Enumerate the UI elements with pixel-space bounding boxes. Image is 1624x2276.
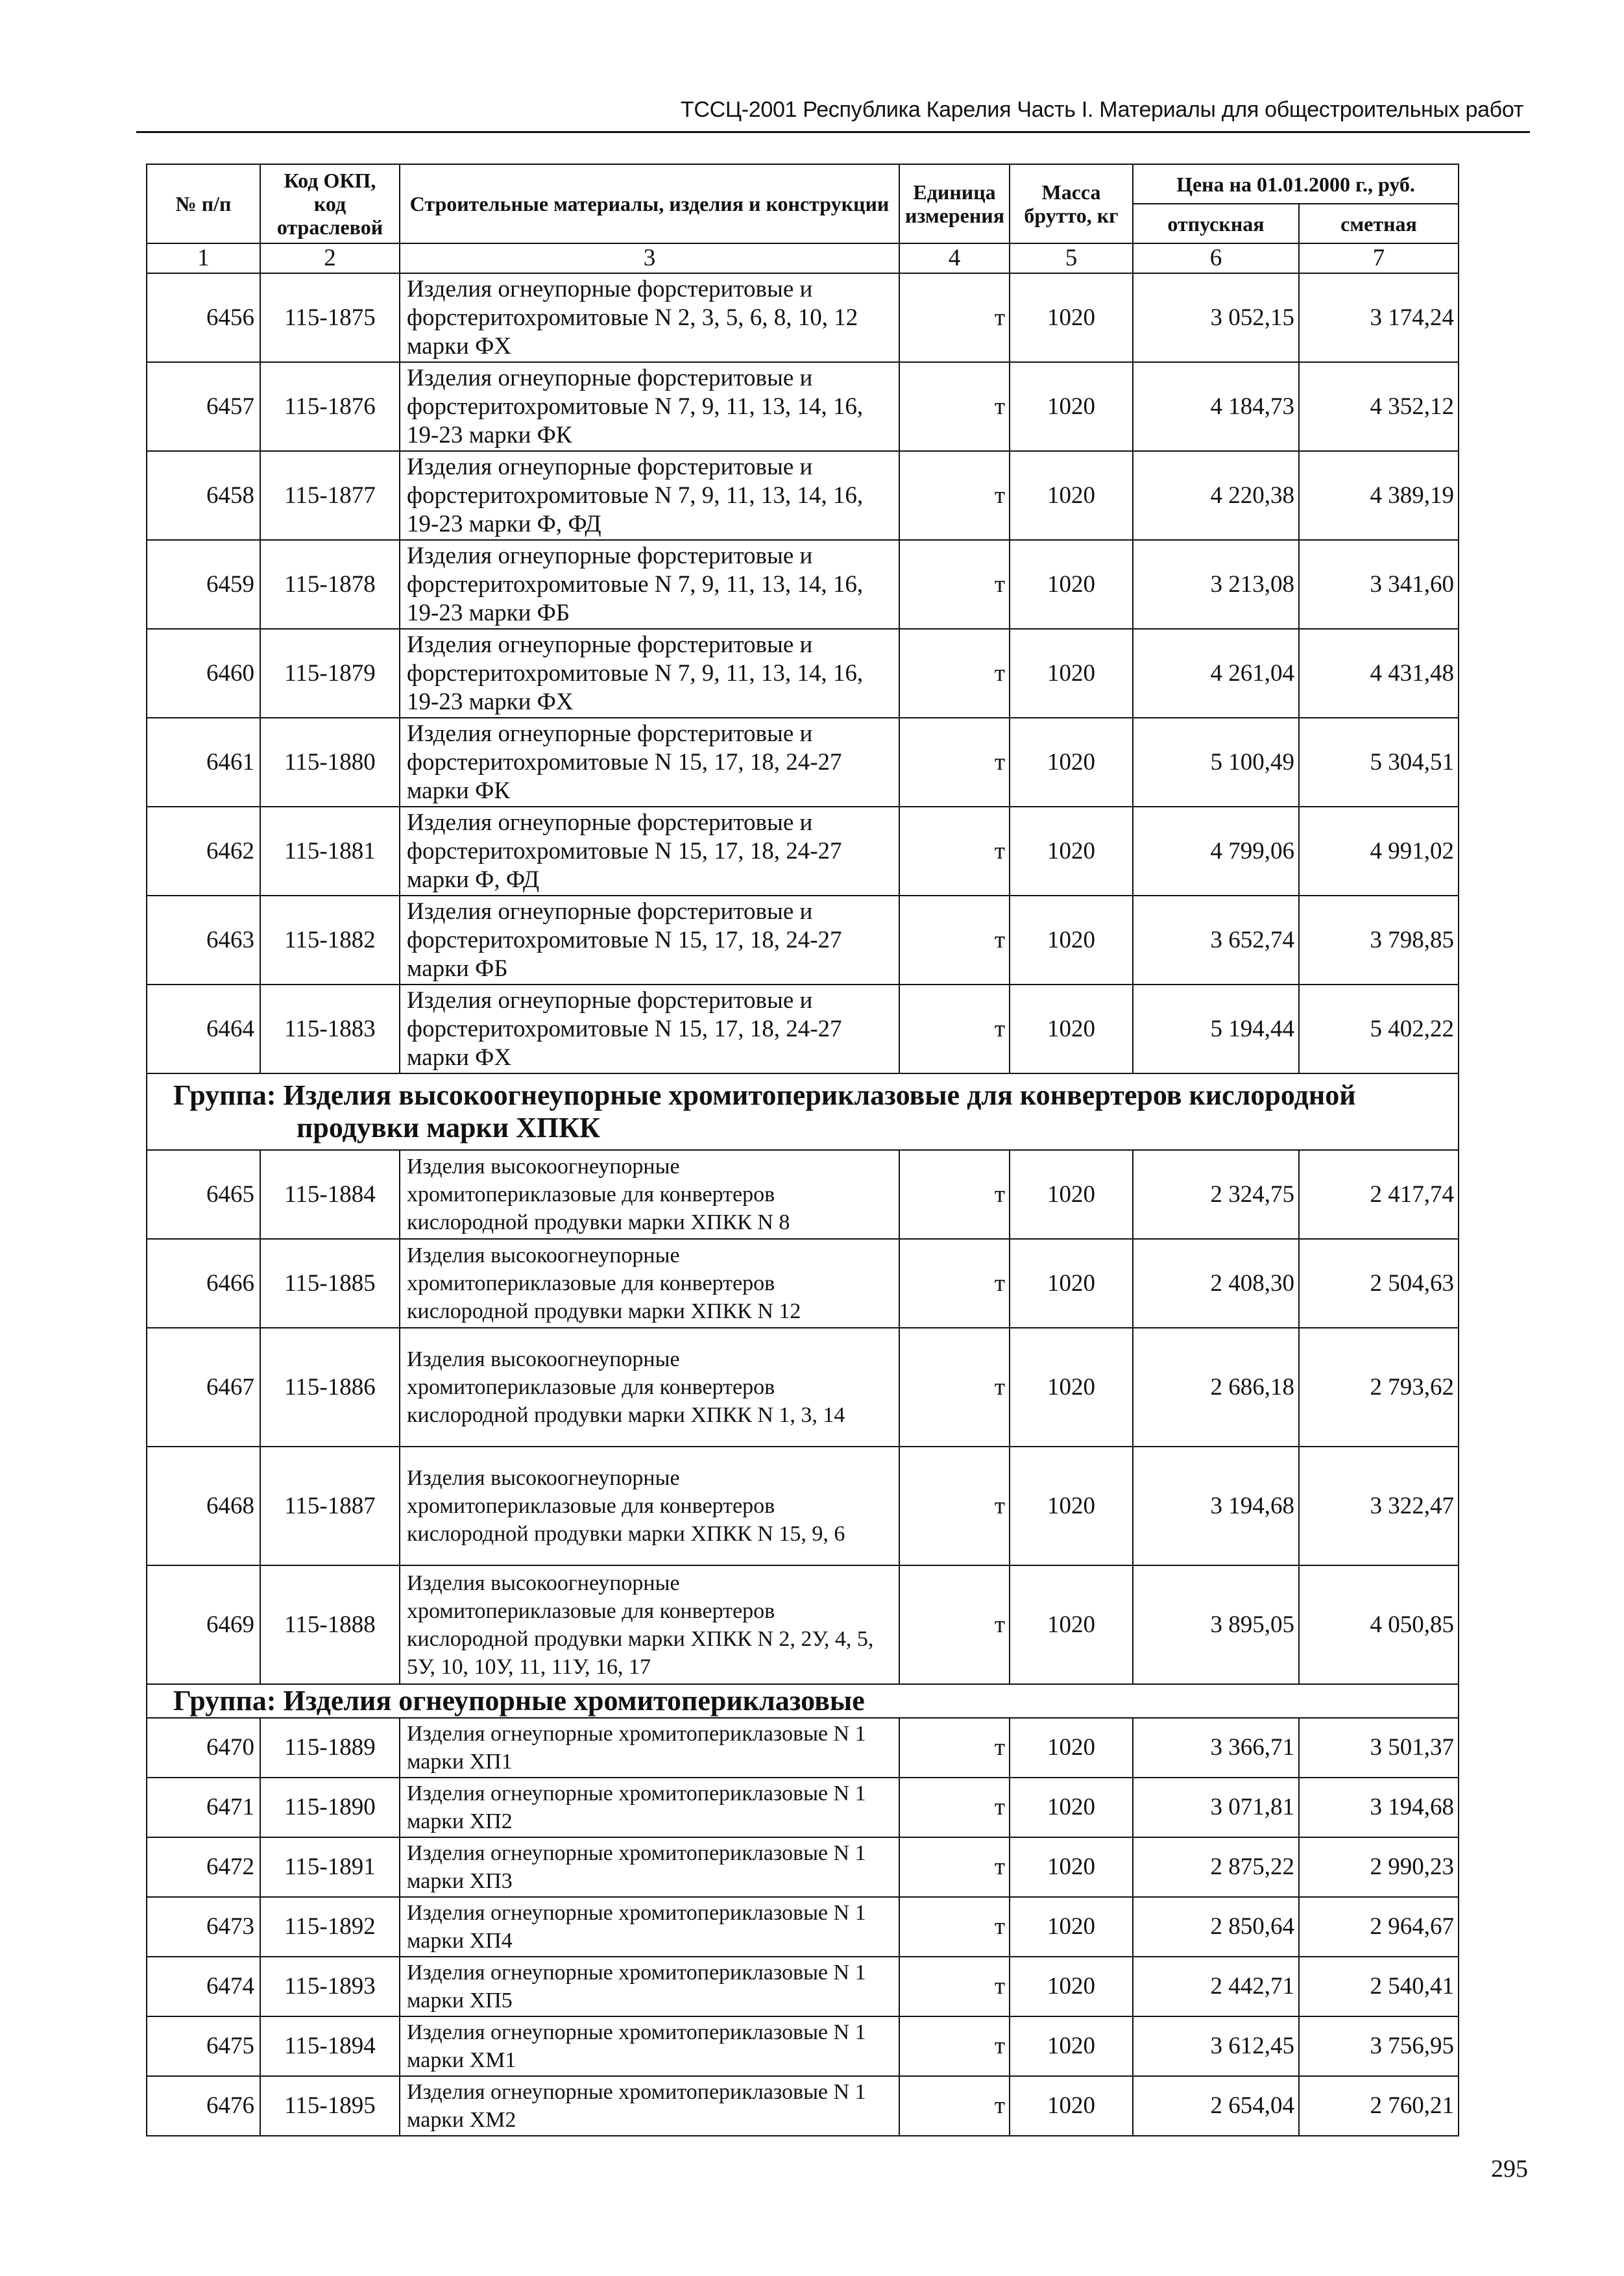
row-name: Изделия огнеупорные хромитопериклазовые N 1 марки ХМ1 [400, 2016, 899, 2076]
table-row [147, 540, 1459, 629]
row-name: Изделия огнеупорные форстеритовые и форстеритохромитовые N 15, 17, 18, 24-27 марки ФК [400, 718, 899, 807]
row-price-release: 2 324,75 [1133, 1150, 1299, 1239]
row-price-estimate: 3 194,68 [1299, 1778, 1459, 1837]
col-header-mass: Масса брутто, кг [1010, 164, 1133, 243]
row-number: 6473 [147, 1897, 260, 1957]
row-name: Изделия огнеупорные форстеритовые и форстеритохромитовые N 2, 3, 5, 6, 8, 10, 12 марки ФХ [400, 273, 899, 362]
row-name: Изделия высокоогнеупорные хромитопериклазовые для конвертеров кислородной продувки марки ХПКК N 15, 9, 6 [400, 1447, 899, 1565]
price-table [146, 164, 1459, 2136]
row-code: 115-1888 [260, 1565, 400, 1684]
row-name: Изделия огнеупорные хромитопериклазовые N 1 марки ХП2 [400, 1778, 899, 1837]
row-price-estimate: 3 501,37 [1299, 1718, 1459, 1778]
row-price-release: 3 213,08 [1133, 540, 1299, 629]
table-row [147, 896, 1459, 985]
row-number: 6475 [147, 2016, 260, 2076]
row-price-estimate: 3 322,47 [1299, 1447, 1459, 1565]
row-number: 6476 [147, 2076, 260, 2136]
row-mass: 1020 [1010, 1778, 1133, 1837]
row-price-release: 3 071,81 [1133, 1778, 1299, 1837]
row-price-estimate: 4 352,12 [1299, 362, 1459, 451]
row-name: Изделия огнеупорные форстеритовые и форстеритохромитовые N 15, 17, 18, 24-27 марки ФБ [400, 896, 899, 985]
row-price-estimate: 2 540,41 [1299, 1957, 1459, 2016]
row-mass: 1020 [1010, 896, 1133, 985]
table-row [147, 1837, 1459, 1897]
row-code: 115-1890 [260, 1778, 400, 1837]
row-price-release: 3 612,45 [1133, 2016, 1299, 2076]
group-row [147, 1684, 1459, 1718]
row-unit: т [899, 2016, 1010, 2076]
row-price-estimate: 2 964,67 [1299, 1897, 1459, 1957]
col-header-unit: Единица измерения [899, 164, 1010, 243]
row-price-release: 5 194,44 [1133, 985, 1299, 1073]
row-unit: т [899, 1778, 1010, 1837]
row-unit: т [899, 896, 1010, 985]
row-price-estimate: 2 760,21 [1299, 2076, 1459, 2136]
row-number: 6460 [147, 629, 260, 718]
row-name: Изделия огнеупорные форстеритовые и форстеритохромитовые N 7, 9, 11, 13, 14, 16, 19-23 марки ФК [400, 362, 899, 451]
row-mass: 1020 [1010, 1897, 1133, 1957]
row-price-release: 3 366,71 [1133, 1718, 1299, 1778]
table-row [147, 1447, 1459, 1565]
row-price-release: 5 100,49 [1133, 718, 1299, 807]
row-number: 6461 [147, 718, 260, 807]
row-price-estimate: 2 990,23 [1299, 1837, 1459, 1897]
row-code: 115-1877 [260, 451, 400, 540]
row-mass: 1020 [1010, 718, 1133, 807]
row-price-release: 2 654,04 [1133, 2076, 1299, 2136]
row-price-release: 3 052,15 [1133, 273, 1299, 362]
row-number: 6457 [147, 362, 260, 451]
row-mass: 1020 [1010, 1565, 1133, 1684]
row-mass: 1020 [1010, 540, 1133, 629]
row-mass: 1020 [1010, 1239, 1133, 1328]
column-number: 5 [1010, 243, 1133, 273]
row-code: 115-1891 [260, 1837, 400, 1897]
row-price-release: 3 895,05 [1133, 1565, 1299, 1684]
row-price-estimate: 2 417,74 [1299, 1150, 1459, 1239]
group-title [147, 1684, 1459, 1718]
table-row [147, 985, 1459, 1073]
row-code: 115-1894 [260, 2016, 400, 2076]
row-code: 115-1876 [260, 362, 400, 451]
row-price-release: 3 194,68 [1133, 1447, 1299, 1565]
row-name: Изделия огнеупорные хромитопериклазовые N 1 марки ХП4 [400, 1897, 899, 1957]
table-row [147, 629, 1459, 718]
row-code: 115-1887 [260, 1447, 400, 1565]
row-code: 115-1881 [260, 807, 400, 896]
column-number: 2 [260, 243, 400, 273]
row-name: Изделия огнеупорные хромитопериклазовые N 1 марки ХП3 [400, 1837, 899, 1897]
row-price-estimate: 5 402,22 [1299, 985, 1459, 1073]
group-title-line: Группа: Изделия огнеупорные хромитопериклазовые [173, 1685, 865, 1717]
col-header-price-estimate: сметная [1299, 204, 1459, 243]
row-price-estimate: 4 431,48 [1299, 629, 1459, 718]
row-code: 115-1880 [260, 718, 400, 807]
table-row [147, 1328, 1459, 1447]
table-row [147, 1239, 1459, 1328]
row-unit: т [899, 629, 1010, 718]
page-number: 295 [1491, 2155, 1528, 2183]
row-number: 6468 [147, 1447, 260, 1565]
row-price-release: 4 184,73 [1133, 362, 1299, 451]
row-name: Изделия огнеупорные форстеритовые и форстеритохромитовые N 15, 17, 18, 24-27 марки Ф, ФД [400, 807, 899, 896]
table-row [147, 1565, 1459, 1684]
row-unit: т [899, 1328, 1010, 1447]
row-mass: 1020 [1010, 1328, 1133, 1447]
row-name: Изделия огнеупорные форстеритовые и форстеритохромитовые N 15, 17, 18, 24-27 марки ФХ [400, 985, 899, 1073]
row-price-estimate: 4 991,02 [1299, 807, 1459, 896]
row-code: 115-1893 [260, 1957, 400, 2016]
row-price-estimate: 2 793,62 [1299, 1328, 1459, 1447]
col-header-price-release: отпускная [1133, 204, 1299, 243]
col-header-number: № п/п [147, 164, 260, 243]
row-name: Изделия огнеупорные форстеритовые и форстеритохромитовые N 7, 9, 11, 13, 14, 16, 19-23 марки ФБ [400, 540, 899, 629]
row-price-estimate: 5 304,51 [1299, 718, 1459, 807]
row-mass: 1020 [1010, 1718, 1133, 1778]
row-mass: 1020 [1010, 807, 1133, 896]
row-unit: т [899, 362, 1010, 451]
row-unit: т [899, 1718, 1010, 1778]
row-price-release: 2 850,64 [1133, 1897, 1299, 1957]
running-header: ТССЦ-2001 Республика Карелия Часть I. Материалы для общестроительных работ [680, 97, 1523, 122]
table-row [147, 807, 1459, 896]
row-name: Изделия высокоогнеупорные хромитопериклазовые для конвертеров кислородной продувки марки ХПКК N 8 [400, 1150, 899, 1239]
row-price-estimate: 2 504,63 [1299, 1239, 1459, 1328]
row-mass: 1020 [1010, 451, 1133, 540]
row-code: 115-1875 [260, 273, 400, 362]
row-code: 115-1884 [260, 1150, 400, 1239]
row-name: Изделия высокоогнеупорные хромитопериклазовые для конвертеров кислородной продувки марки ХПКК N 2, 2У, 4, 5, 5У, 10, 10У, 11, 11У, 16, 17 [400, 1565, 899, 1684]
row-code: 115-1895 [260, 2076, 400, 2136]
row-unit: т [899, 2076, 1010, 2136]
row-unit: т [899, 273, 1010, 362]
row-price-release: 2 442,71 [1133, 1957, 1299, 2016]
row-name: Изделия огнеупорные хромитопериклазовые N 1 марки ХМ2 [400, 2076, 899, 2136]
row-mass: 1020 [1010, 1447, 1133, 1565]
row-number: 6466 [147, 1239, 260, 1328]
row-unit: т [899, 540, 1010, 629]
row-price-release: 3 652,74 [1133, 896, 1299, 985]
table-row [147, 1718, 1459, 1778]
group-title-line: продувки марки ХПКК [297, 1112, 600, 1144]
column-number: 4 [899, 243, 1010, 273]
row-number: 6471 [147, 1778, 260, 1837]
table-row [147, 1897, 1459, 1957]
col-header-name: Строительные материалы, изделия и конструкции [400, 164, 899, 243]
row-name: Изделия высокоогнеупорные хромитопериклазовые для конвертеров кислородной продувки марки ХПКК N 12 [400, 1239, 899, 1328]
row-code: 115-1879 [260, 629, 400, 718]
column-number: 3 [400, 243, 899, 273]
row-unit: т [899, 1565, 1010, 1684]
header-rule [136, 131, 1530, 133]
row-number: 6469 [147, 1565, 260, 1684]
row-mass: 1020 [1010, 629, 1133, 718]
row-price-estimate: 3 341,60 [1299, 540, 1459, 629]
row-code: 115-1882 [260, 896, 400, 985]
row-name: Изделия огнеупорные хромитопериклазовые N 1 марки ХП1 [400, 1718, 899, 1778]
row-unit: т [899, 718, 1010, 807]
row-mass: 1020 [1010, 2076, 1133, 2136]
table-row [147, 273, 1459, 362]
row-price-estimate: 4 050,85 [1299, 1565, 1459, 1684]
col-header-price-group: Цена на 01.01.2000 г., руб. [1133, 164, 1459, 204]
column-number: 6 [1133, 243, 1299, 273]
row-unit: т [899, 1447, 1010, 1565]
group-title [147, 1073, 1459, 1150]
table-row [147, 2076, 1459, 2136]
row-number: 6456 [147, 273, 260, 362]
row-mass: 1020 [1010, 362, 1133, 451]
row-price-release: 4 799,06 [1133, 807, 1299, 896]
table-row [147, 1957, 1459, 2016]
row-number: 6462 [147, 807, 260, 896]
row-number: 6465 [147, 1150, 260, 1239]
row-number: 6470 [147, 1718, 260, 1778]
row-mass: 1020 [1010, 273, 1133, 362]
row-code: 115-1883 [260, 985, 400, 1073]
row-number: 6458 [147, 451, 260, 540]
row-name: Изделия огнеупорные хромитопериклазовые N 1 марки ХП5 [400, 1957, 899, 2016]
table-row [147, 362, 1459, 451]
table-body [147, 273, 1459, 2136]
table-row [147, 451, 1459, 540]
column-number: 1 [147, 243, 260, 273]
row-price-estimate: 3 756,95 [1299, 2016, 1459, 2076]
row-name: Изделия высокоогнеупорные хромитопериклазовые для конвертеров кислородной продувки марки ХПКК N 1, 3, 14 [400, 1328, 899, 1447]
row-mass: 1020 [1010, 2016, 1133, 2076]
row-unit: т [899, 807, 1010, 896]
row-code: 115-1889 [260, 1718, 400, 1778]
row-mass: 1020 [1010, 1150, 1133, 1239]
group-title-line: Группа: Изделия высокоогнеупорные хромитопериклазовые для конвертеров кислородной [173, 1079, 1356, 1111]
row-price-estimate: 3 174,24 [1299, 273, 1459, 362]
row-number: 6474 [147, 1957, 260, 2016]
row-number: 6464 [147, 985, 260, 1073]
row-unit: т [899, 1239, 1010, 1328]
col-header-code: Код ОКП, код отраслевой [260, 164, 400, 243]
row-price-release: 4 261,04 [1133, 629, 1299, 718]
row-unit: т [899, 1897, 1010, 1957]
column-number-row [147, 243, 1459, 273]
row-number: 6459 [147, 540, 260, 629]
row-number: 6467 [147, 1328, 260, 1447]
row-number: 6463 [147, 896, 260, 985]
row-unit: т [899, 1150, 1010, 1239]
row-price-release: 4 220,38 [1133, 451, 1299, 540]
row-name: Изделия огнеупорные форстеритовые и форстеритохромитовые N 7, 9, 11, 13, 14, 16, 19-23 марки Ф, ФД [400, 451, 899, 540]
row-code: 115-1886 [260, 1328, 400, 1447]
row-code: 115-1885 [260, 1239, 400, 1328]
row-price-estimate: 3 798,85 [1299, 896, 1459, 985]
row-price-release: 2 875,22 [1133, 1837, 1299, 1897]
row-price-estimate: 4 389,19 [1299, 451, 1459, 540]
table-row [147, 718, 1459, 807]
group-row [147, 1073, 1459, 1150]
row-mass: 1020 [1010, 985, 1133, 1073]
row-unit: т [899, 451, 1010, 540]
table-row [147, 1150, 1459, 1239]
column-number: 7 [1299, 243, 1459, 273]
row-unit: т [899, 985, 1010, 1073]
row-name: Изделия огнеупорные форстеритовые и форстеритохромитовые N 7, 9, 11, 13, 14, 16, 19-23 марки ФХ [400, 629, 899, 718]
row-mass: 1020 [1010, 1837, 1133, 1897]
row-unit: т [899, 1957, 1010, 2016]
table-row [147, 1778, 1459, 1837]
row-code: 115-1892 [260, 1897, 400, 1957]
row-mass: 1020 [1010, 1957, 1133, 2016]
row-price-release: 2 686,18 [1133, 1328, 1299, 1447]
row-unit: т [899, 1837, 1010, 1897]
row-number: 6472 [147, 1837, 260, 1897]
row-price-release: 2 408,30 [1133, 1239, 1299, 1328]
row-code: 115-1878 [260, 540, 400, 629]
table-row [147, 2016, 1459, 2076]
